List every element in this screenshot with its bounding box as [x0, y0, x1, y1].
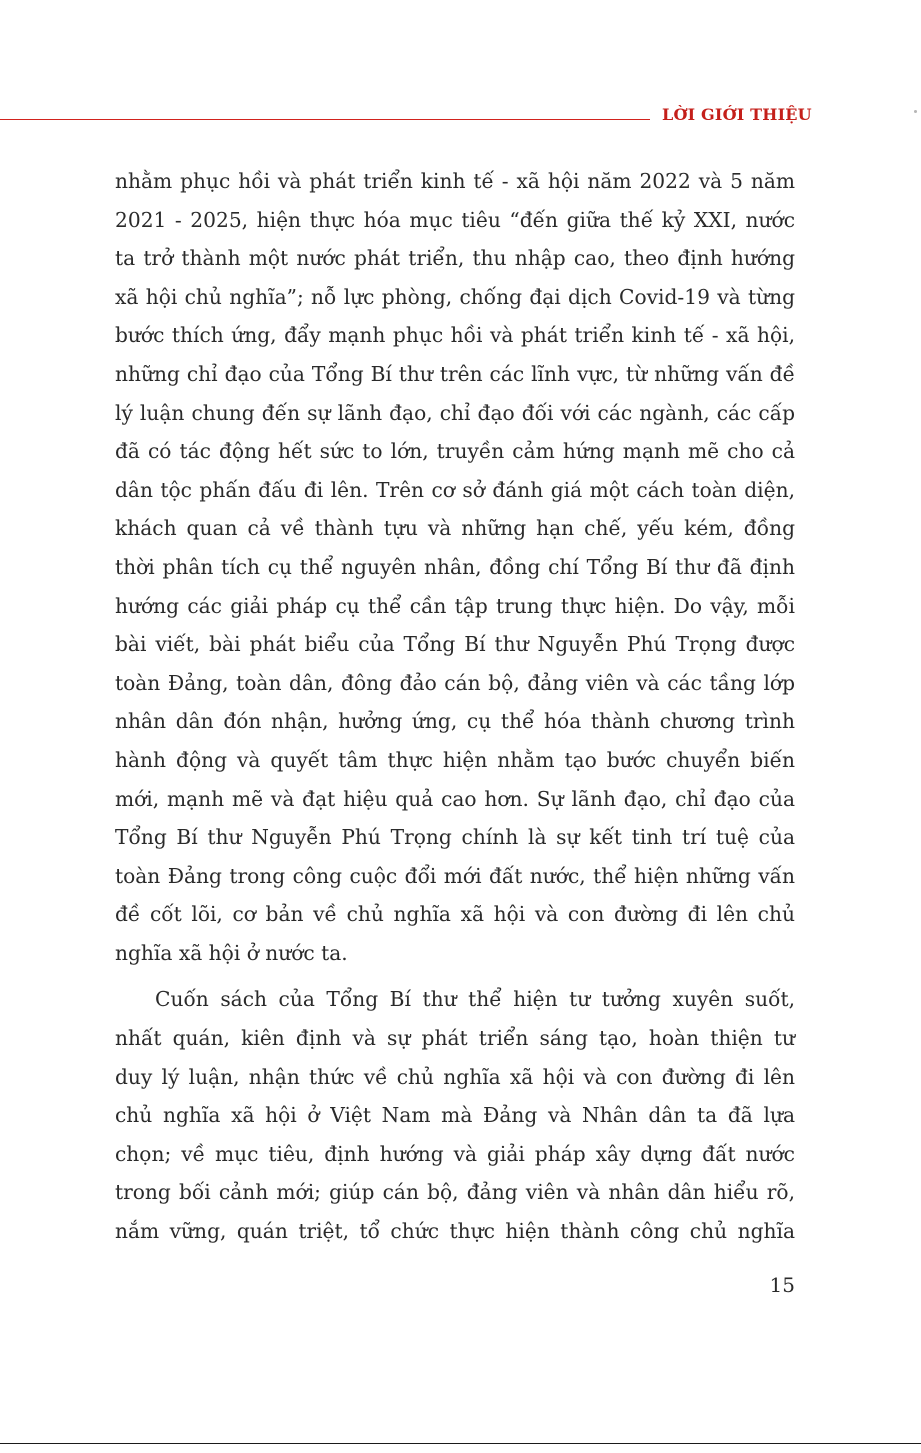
text-line: dân tộc phấn đấu đi lên. Trên cơ sở đánh giá một cách toàn diện, — [115, 477, 795, 502]
text-line: bước thích ứng, đẩy mạnh phục hồi và phát triển kinh tế - xã hội, — [115, 323, 795, 348]
page-number: 15 — [769, 1273, 795, 1297]
text-line: mới, mạnh mẽ và đạt hiệu quả cao hơn. Sự lãnh đạo, chỉ đạo của — [115, 786, 795, 811]
header-rule — [0, 119, 650, 120]
text-line: nghĩa xã hội ở nước ta. — [115, 940, 348, 965]
text-line: nhằm phục hồi và phát triển kinh tế - xã hội năm 2022 và 5 năm — [115, 169, 795, 193]
edge-mark — [914, 110, 917, 113]
text-line: nắm vững, quán triệt, tổ chức thực hiện thành công chủ nghĩa — [115, 1219, 795, 1244]
text-line: đã có tác động hết sức to lớn, truyền cảm hứng mạnh mẽ cho cả — [115, 439, 795, 464]
text-line: nhân dân đón nhận, hưởng ứng, cụ thể hóa thành chương trình — [115, 709, 795, 734]
text-line: thời phân tích cụ thể nguyên nhân, đồng chí Tổng Bí thư đã định — [115, 554, 795, 579]
text-line: bài viết, bài phát biểu của Tổng Bí thư Nguyễn Phú Trọng được — [115, 632, 795, 657]
text-line: hành động và quyết tâm thực hiện nhằm tạo bước chuyển biến — [115, 747, 795, 772]
text-line: Cuốn sách của Tổng Bí thư thể hiện tư tưởng xuyên suốt, — [155, 987, 795, 1012]
text-line: 2021 - 2025, hiện thực hóa mục tiêu “đến giữa thế kỷ XXI, nước — [115, 207, 795, 232]
paragraph-gap — [115, 972, 795, 980]
paragraph-1 — [115, 162, 795, 972]
text-line: chủ nghĩa xã hội ở Việt Nam mà Đảng và Nhân dân ta đã lựa — [115, 1103, 795, 1128]
text-line: nhất quán, kiên định và sự phát triển sáng tạo, hoàn thiện tư — [115, 1026, 795, 1051]
text-line: đề cốt lõi, cơ bản về chủ nghĩa xã hội và con đường đi lên chủ — [115, 902, 795, 927]
body-text — [115, 162, 795, 1251]
text-line: khách quan cả về thành tựu và những hạn chế, yếu kém, đồng — [115, 516, 795, 541]
text-line: những chỉ đạo của Tổng Bí thư trên các lĩnh vực, từ những vấn đề — [115, 361, 795, 386]
text-line: ta trở thành một nước phát triển, thu nhập cao, theo định hướng — [115, 246, 795, 271]
text-line: xã hội chủ nghĩa”; nỗ lực phòng, chống đại dịch Covid-19 và từng — [115, 284, 795, 309]
text-line: chọn; về mục tiêu, định hướng và giải pháp xây dựng đất nước — [115, 1141, 795, 1166]
text-line: duy lý luận, nhận thức về chủ nghĩa xã hội và con đường đi lên — [115, 1064, 795, 1089]
bottom-rule — [0, 1443, 921, 1444]
text-line: toàn Đảng, toàn dân, đông đảo cán bộ, đảng viên và các tầng lớp — [115, 670, 795, 695]
text-line: hướng các giải pháp cụ thể cần tập trung thực hiện. Do vậy, mỗi — [115, 593, 795, 618]
text-line: Tổng Bí thư Nguyễn Phú Trọng chính là sự kết tinh trí tuệ của — [115, 825, 795, 850]
text-line: toàn Đảng trong công cuộc đổi mới đất nước, thể hiện những vấn — [115, 863, 795, 888]
text-line: trong bối cảnh mới; giúp cán bộ, đảng viên và nhân dân hiểu rõ, — [115, 1180, 795, 1205]
text-line: lý luận chung đến sự lãnh đạo, chỉ đạo đối với các ngành, các cấp — [115, 400, 795, 425]
running-header-title: LỜI GIỚI THIỆU — [662, 105, 812, 124]
paragraph-2 — [115, 980, 795, 1250]
